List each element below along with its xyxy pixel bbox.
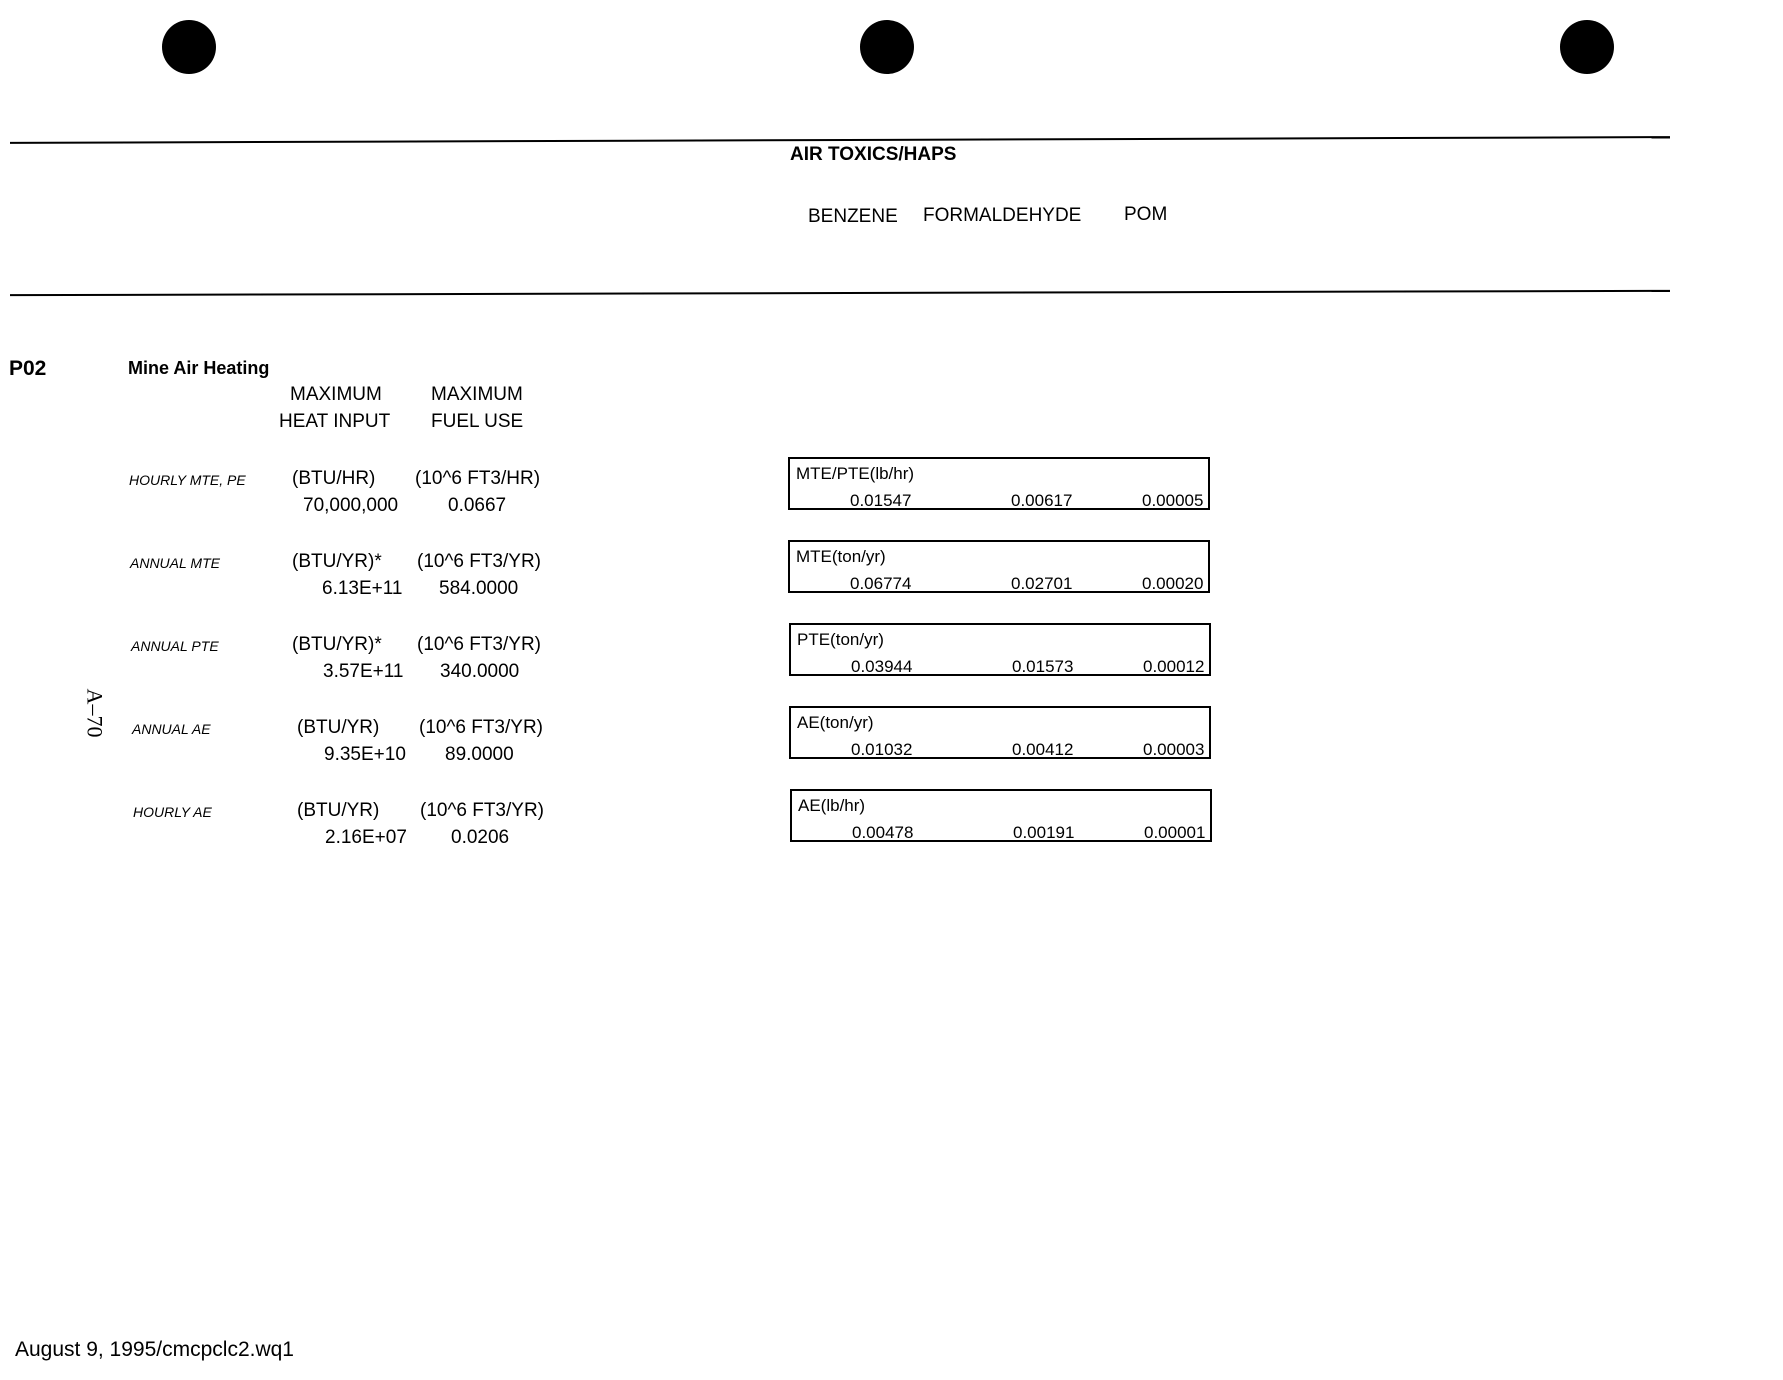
row-unit2: (10^6 FT3/YR) xyxy=(417,634,542,655)
benzene-value: 0.03944 xyxy=(851,657,913,676)
pom-value: 0.00020 xyxy=(1142,574,1204,593)
row-unit1: (BTU/HR) xyxy=(292,468,376,489)
pom-value: 0.00012 xyxy=(1143,657,1205,676)
row-unit2: (10^6 FT3/YR) xyxy=(417,551,542,572)
row-val1: 9.35E+10 xyxy=(324,744,406,765)
formaldehyde-value: 0.00191 xyxy=(1013,823,1075,842)
pom-value: 0.00005 xyxy=(1142,491,1204,510)
emission-box-title: AE(ton/yr) xyxy=(797,713,874,732)
emission-box-pte-tonyr xyxy=(789,623,1211,676)
section-title: AIR TOXICS/HAPS xyxy=(790,144,957,165)
row-val2: 0.0667 xyxy=(448,495,507,516)
benzene-value: 0.01032 xyxy=(851,740,913,759)
pollutant-pom: POM xyxy=(1124,204,1168,225)
row-unit1: (BTU/YR) xyxy=(297,800,380,821)
binder-hole-left xyxy=(162,20,216,74)
row-val2: 0.0206 xyxy=(451,827,510,848)
benzene-value: 0.06774 xyxy=(850,574,912,593)
source-name: Mine Air Heating xyxy=(128,358,270,378)
pom-value: 0.00001 xyxy=(1144,823,1206,842)
row-val1: 6.13E+11 xyxy=(322,578,403,599)
row-unit1: (BTU/YR)* xyxy=(292,634,382,655)
formaldehyde-value: 0.02701 xyxy=(1011,574,1073,593)
row-val1: 2.16E+07 xyxy=(325,827,407,848)
formaldehyde-value: 0.00617 xyxy=(1011,491,1073,510)
fuel-use-head-line1: MAXIMUM xyxy=(431,384,523,405)
formaldehyde-value: 0.00412 xyxy=(1012,740,1074,759)
header-bottom-rule xyxy=(10,290,1670,296)
binder-hole-center xyxy=(860,20,914,74)
row-unit2: (10^6 FT3/YR) xyxy=(419,717,544,738)
page-number: A–70 xyxy=(82,688,108,738)
row-unit1: (BTU/YR)* xyxy=(292,551,382,572)
footer-date-file: August 9, 1995/cmcpclc2.wq1 xyxy=(15,1338,294,1361)
formaldehyde-value: 0.01573 xyxy=(1012,657,1074,676)
benzene-value: 0.00478 xyxy=(852,823,914,842)
row-label-annual-ae: ANNUAL AE xyxy=(132,721,211,737)
emission-box-ae-lbhr xyxy=(790,789,1212,842)
benzene-value: 0.01547 xyxy=(850,491,912,510)
binder-hole-right xyxy=(1560,20,1614,74)
row-label-hourly-mte-pe: HOURLY MTE, PE xyxy=(129,472,246,488)
row-label-annual-mte: ANNUAL MTE xyxy=(130,555,220,571)
row-val2: 584.0000 xyxy=(439,578,519,599)
pom-value: 0.00003 xyxy=(1143,740,1205,759)
pollutant-benzene: BENZENE xyxy=(808,206,898,227)
emission-box-mte-pte-lbhr xyxy=(788,457,1210,510)
row-val2: 89.0000 xyxy=(445,744,514,765)
emission-box-title: MTE/PTE(lb/hr) xyxy=(796,464,915,483)
row-val2: 340.0000 xyxy=(440,661,520,682)
emission-box-title: PTE(ton/yr) xyxy=(797,630,884,649)
source-id: P02 xyxy=(9,357,47,380)
emission-box-mte-tonyr xyxy=(788,540,1210,593)
row-unit2: (10^6 FT3/HR) xyxy=(415,468,541,489)
fuel-use-head-line2: FUEL USE xyxy=(431,411,524,432)
heat-input-head-line1: MAXIMUM xyxy=(290,384,382,405)
emission-box-title: MTE(ton/yr) xyxy=(796,547,886,566)
row-val1: 3.57E+11 xyxy=(323,661,404,682)
row-unit1: (BTU/YR) xyxy=(297,717,380,738)
row-val1: 70,000,000 xyxy=(303,495,399,516)
row-label-hourly-ae: HOURLY AE xyxy=(133,804,212,820)
emission-box-title: AE(lb/hr) xyxy=(798,796,866,815)
emission-box-ae-tonyr xyxy=(789,706,1211,759)
pollutant-formaldehyde: FORMALDEHYDE xyxy=(923,205,1082,226)
row-label-annual-pte: ANNUAL PTE xyxy=(131,638,219,654)
row-unit2: (10^6 FT3/YR) xyxy=(420,800,545,821)
header-top-rule xyxy=(10,136,1670,144)
heat-input-head-line2: HEAT INPUT xyxy=(279,411,391,432)
